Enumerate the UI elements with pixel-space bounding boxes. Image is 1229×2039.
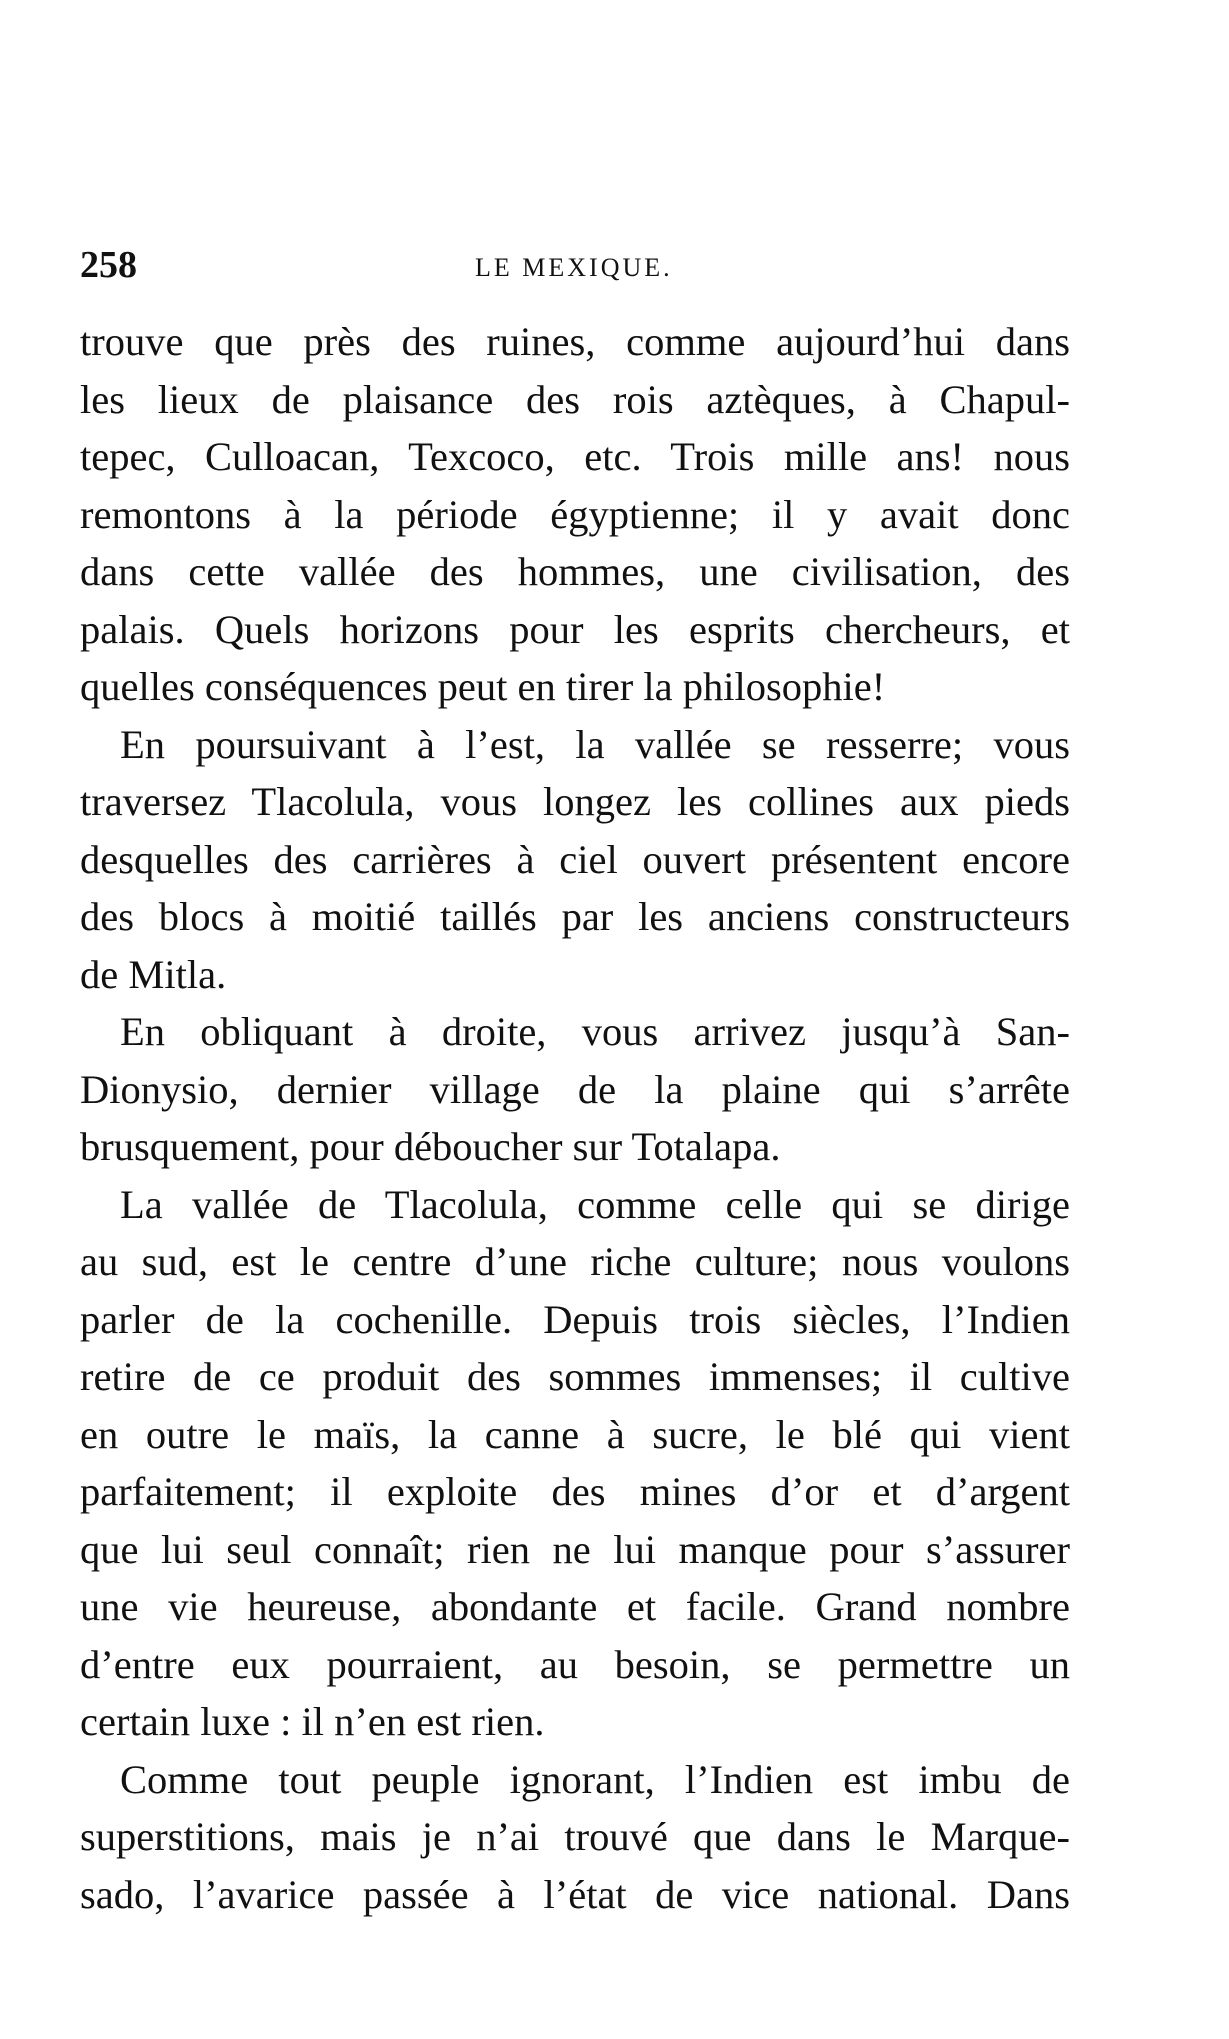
text-line: remontons à la période égyptienne; il y avait donc: [80, 491, 1070, 537]
text-line: au sud, est le centre d’une riche culture; nous voulons: [80, 1239, 1070, 1284]
text-line: brusquement, pour déboucher sur Totalapa.: [80, 1124, 781, 1169]
text-line: que lui seul connaît; rien ne lui manque pour s’assurer: [80, 1526, 1070, 1572]
body-text: [80, 313, 1070, 1923]
text-line: trouve que près des ruines, comme aujourd’hui dans: [80, 319, 1070, 364]
text-line: retire de ce produit des sommes immenses; il cultive: [80, 1354, 1070, 1399]
text-line: une vie heureuse, abondante et facile. Grand nombre: [80, 1584, 1070, 1629]
text-line: de Mitla.: [80, 951, 227, 997]
text-line: dans cette vallée des hommes, une civilisation, des: [80, 549, 1070, 594]
text-line: En poursuivant à l’est, la vallée se resserre; vous: [120, 721, 1070, 767]
text-line: parfaitement; il exploite des mines d’or et d’argent: [80, 1469, 1070, 1514]
text-line: superstitions, mais je n’ai trouvé que dans le Marque-: [80, 1814, 1070, 1859]
text-line: traversez Tlacolula, vous longez les collines aux pieds: [80, 779, 1070, 824]
text-line: quelles conséquences peut en tirer la philosophie!: [80, 664, 886, 709]
text-line: parler de la cochenille. Depuis trois siècles, l’Indien: [80, 1296, 1070, 1342]
text-line: en outre le maïs, la canne à sucre, le blé qui vient: [80, 1411, 1070, 1457]
text-line: tepec, Culloacan, Texcoco, etc. Trois mille ans! nous: [80, 434, 1070, 479]
page-number: 258: [80, 244, 137, 286]
text-line: d’entre eux pourraient, au besoin, se permettre un: [80, 1641, 1070, 1687]
text-line: les lieux de plaisance des rois aztèques, à Chapul-: [80, 376, 1070, 422]
text-line: palais. Quels horizons pour les esprits chercheurs, et: [80, 606, 1070, 652]
running-head: [80, 240, 1080, 290]
text-line: Dionysio, dernier village de la plaine qui s’arrête: [80, 1066, 1070, 1112]
text-line: Comme tout peuple ignorant, l’Indien est imbu de: [120, 1756, 1070, 1802]
text-line: des blocs à moitié taillés par les anciens constructeurs: [80, 894, 1070, 939]
text-line: En obliquant à droite, vous arrivez jusqu’à San-: [120, 1009, 1070, 1054]
text-line: certain luxe : il n’en est rien.: [80, 1699, 545, 1744]
running-title: LE MEXIQUE.: [475, 253, 673, 282]
text-line: sado, l’avarice passée à l’état de vice national. Dans: [80, 1871, 1070, 1917]
text-line: desquelles des carrières à ciel ouvert présentent encore: [80, 836, 1070, 882]
text-line: La vallée de Tlacolula, comme celle qui se dirige: [120, 1181, 1070, 1227]
